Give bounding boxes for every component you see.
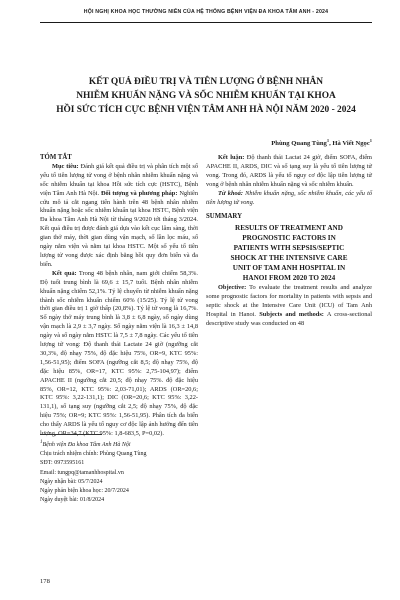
abstract-heading-vi: TÓM TẮT [40,154,72,161]
label-results: Kết quả: [52,269,77,277]
abstract-heading-en: SUMMARY [206,213,243,221]
abstract-objective-paragraph [40,163,198,270]
label-conclusion: Kết luận: [218,154,245,161]
footnote-line: Ngày duyệt bài: 01/8/2024 [40,497,105,504]
title-line: NHIỄM KHUẨN NẶNG VÀ SỐC NHIỄM KHUẨN TẠI KHOA [76,91,336,101]
keywords-paragraph [206,190,372,208]
author-affiliation-mark: 1 [326,138,330,143]
text-methods-en: A cross-sectional descriptive study was conducted on 48 [206,311,372,327]
page-number: 178 [40,578,50,585]
author-affiliation-mark: 1 [369,138,372,143]
title-line: HỒI SỨC TÍCH CỰC BỆNH VIỆN TÂM ANH HÀ NỘI NĂM 2020 - 2024 [56,105,356,115]
author-list [271,138,372,147]
footnote-line: Email: tungpq@tamanhhospital.vn [40,469,124,476]
text-results: Trong 48 bệnh nhân, nam giới chiếm 58,3%. Độ tuổi trung bình là 69,6 ± 15,7 tuổi. Bệnh nhân nhiễm khuẩn nặng chiếm 52,1%. Tỷ lệ chuyển từ nhiễm khuẩn nặng thành sốc nhiễm khuẩn chiếm 60% (15/25). Tỷ lệ tử vong thời gian điều trị 1 giờ thấp (20,8%). Tỷ lệ tử vong là 16,7%. Số ngày thở máy trung bình là 3,8 ± 6,8 ngày, số ngày dùng vận mạch là 2,9 ± 3,7 ngày. Số ngày nằm viện là 16,3 ± 14,8 ngày và số ngày nằm HSTC là 7,5 ± 7,8 ngày. Các yếu tố tiên lượng tử vong: Độ thanh thải Lactate 24 giờ (ngưỡng cắt 30,3%, độ nhạy 75%, độ đặc hiệu 75%, OR=9, KTC 95%: 1,56-51,95); điểm SOFA (ngưỡng cắt 8,5; độ nhạy 75%, độ đặc hiệu 85%, OR=17, KTC 95%: 2,75-104,97); điểm APACHE II (ngưỡng cắt 20,5; độ nhạy 75%. độ đặc hiệu 85%, OR=12, KTC 95%: 2,03-71,01); ARDS (OR=20,6; KTC 95%: 3,22-131,1); DIC (OR=20,6; KTC 95%: 3,22-131,1), số tạng suy (ngưỡng cắt 2,5; độ nhạy 75%, độ đặc hiệu 75%; OR=9; KTC 95%: 1,56-51,95). Phân tích đa biến cho thấy ARDS là yếu tố nguy cơ độc lập ảnh hưởng đến tiên lượng, OR=34,7 (KTC 95%: 1,8-683,5, P=0,02). [40,269,198,438]
footnote-line: Chịu trách nhiệm chính: Phùng Quang Tùng [40,451,147,458]
english-title-line: HANOI FROM 2020 TO 2024 [242,274,336,283]
title-line: KẾT QUẢ ĐIỀU TRỊ VÀ TIÊN LƯỢNG Ở BỆNH NHÂN [88,77,324,87]
journal-header: HỘI NGHỊ KHOA HỌC THƯỜNG NIÊN CỦA HỆ THỐNG BỆNH VIỆN ĐA KHOA TÂM ANH - 2024 [40,7,372,23]
footnote [40,434,198,505]
text-conclusion: Độ thanh thải Lactat 24 giờ, điểm SOFA, điểm APACHE II, ARDS, DIC và số tạng suy là yếu tố tiên lượng tử vong. Trong đó, ARDS là yếu tố nguy cơ độc lập tiên lượng tử vong ở bệnh nhân nhiễm khuẩn nặng và sốc nhiễm khuẩn. [206,154,372,188]
footnote-line: Ngày phản biện khoa học: 20/7/2024 [40,488,129,495]
author-name: Phùng Quang Tùng [271,140,327,148]
footnote-line: SĐT: 0973595161 [40,460,85,467]
text-objective: Đánh giá kết quả điều trị và phân tích một số yếu tố tiên lượng tử vong ở bệnh nhân nhiễm khuẩn nặng và sốc nhiễm khuẩn tại khoa Hồi sức tích cực (HSTC), Bệnh viện Tâm Anh Hà Nội. [40,162,199,197]
abstract-results-paragraph [40,270,198,439]
affiliation-text: Bệnh viện Đa khoa Tâm Anh Hà Nội [42,442,131,448]
author-name: Hà Viết Ngọc [332,140,370,148]
footnote-line: Ngày nhận bài: 05/7/2024 [40,478,103,485]
text-methods: Nghiên cứu mô tả cắt ngang tiến hành trên 48 bệnh nhân nhiễm khuẩn nặng hoặc sốc nhiễm khuẩn tại khoa HSTC, Bệnh viện Đa khoa Tâm Anh Hà Nội từ tháng 9/2020 tới tháng 3/2024. Kết quả điều trị được đánh giá dựa vào kết cục lâm sàng, thời gian thở máy, thời gian dùng vận mạch, số lần lọc máu, số ngày nằm viện và nằm tại khoa HSTC. Một số yếu tố tiên lượng tử vong được xác định bằng hồi quy đơn biến và đa biến. [40,189,198,268]
english-title [206,223,372,283]
right-column [206,154,372,329]
label-methods-en: Subjects and methods: [259,311,324,319]
abstract-conclusion-paragraph [206,154,372,190]
label-objective: Mục tiêu: [52,162,79,170]
affiliation-mark: 1 [40,440,43,445]
english-objective-paragraph [206,284,372,329]
english-title-line: UNIT OF TAM ANH HOSPITAL IN [232,264,346,273]
text-objective-en: To evaluate the treatment results and analyze some prognostic factors for mortality in patients with sepsis and septic shock at the Intensive Care Unit (ICU) of Tam Anh Hospital in Hanoi. [206,284,372,319]
footnote-divider [40,434,102,435]
english-title-line: PROGNOSTIC FACTORS IN [242,234,336,243]
english-title-line: SHOCK AT THE INTENSIVE CARE [230,254,348,263]
author-separator: , [329,140,333,148]
label-methods: Đối tượng và phương pháp: [100,189,178,197]
article-title [40,75,372,117]
text-keywords: Nhiễm khuẩn nặng, sốc nhiễm khuẩn, các yếu tố tiên lượng tử vong. [206,189,373,206]
label-objective-en: Objective: [218,284,247,292]
label-keywords: Từ khoá: [218,189,243,197]
english-title-line: PATIENTS WITH SEPSIS/SEPTIC [233,244,345,253]
english-title-line: RESULTS OF TREATMENT AND [235,224,343,233]
footnote-affiliation [40,438,198,450]
left-column [40,154,198,439]
